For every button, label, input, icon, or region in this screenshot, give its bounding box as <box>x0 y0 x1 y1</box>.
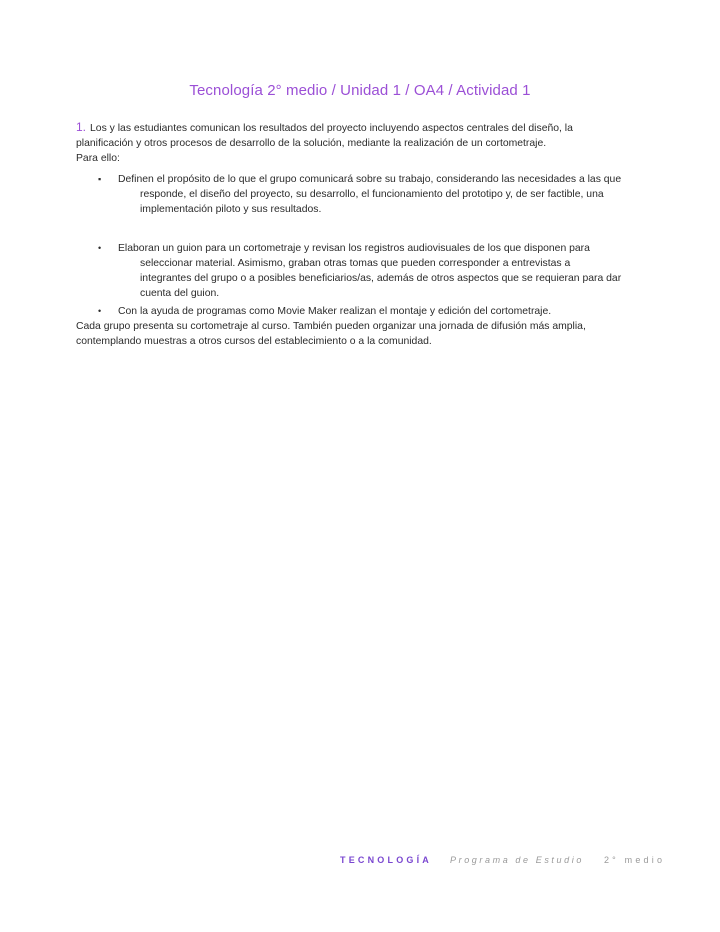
list-item <box>98 304 624 319</box>
footer-subject: TECNOLOGÍA <box>340 855 432 865</box>
list-item-text: Elaboran un guion para un cortometraje y revisan los registros audiovisuales de los que disponen para seleccionar material. Asimismo, graban otras tomas que pueden corresponder a entrevistas a integrantes del grupo o a posibles beneficiarios/as, además de otros aspectos que se requieran para dar cuenta del guion. <box>118 243 622 299</box>
activity-content <box>76 120 624 349</box>
activity-intro-text: Los y las estudiantes comunican los resultados del proyecto incluyendo aspectos centrales del diseño, la planificación y otros procesos de desarrollo de la solución, mediante la realización de un cortometraje. <box>76 123 573 149</box>
list-item <box>98 172 624 217</box>
list-item <box>98 241 624 301</box>
activity-closing: Cada grupo presenta su cortometraje al curso. También pueden organizar una jornada de difusión más amplia, contemplando muestras a otros cursos del establecimiento o a la comunidad. <box>76 321 586 347</box>
round-bullet-icon: • <box>98 306 102 316</box>
activity-lead: Para ello: <box>76 153 120 164</box>
round-bullet-icon: • <box>98 243 102 253</box>
footer-grade: 2° medio <box>603 855 666 865</box>
activity-intro <box>76 120 624 151</box>
square-bullet-icon: ▪ <box>98 174 102 184</box>
activity-number: 1. <box>76 120 87 134</box>
page-title: Tecnología 2° medio / Unidad 1 / OA4 / Actividad 1 <box>189 82 531 99</box>
page-footer <box>340 855 666 865</box>
list-item-text: Definen el propósito de lo que el grupo comunicará sobre su trabajo, considerando las necesidades a las que responde, el diseño del proyecto, su desarrollo, el funcionamiento del prototipo y, de ser factible, una implementación piloto y sus resultados. <box>118 174 622 215</box>
footer-program: Programa de Estudio <box>450 855 584 865</box>
list-item-text: Con la ayuda de programas como Movie Maker realizan el montaje y edición del cortometraje. <box>118 306 552 317</box>
activity-steps-list <box>76 172 624 319</box>
